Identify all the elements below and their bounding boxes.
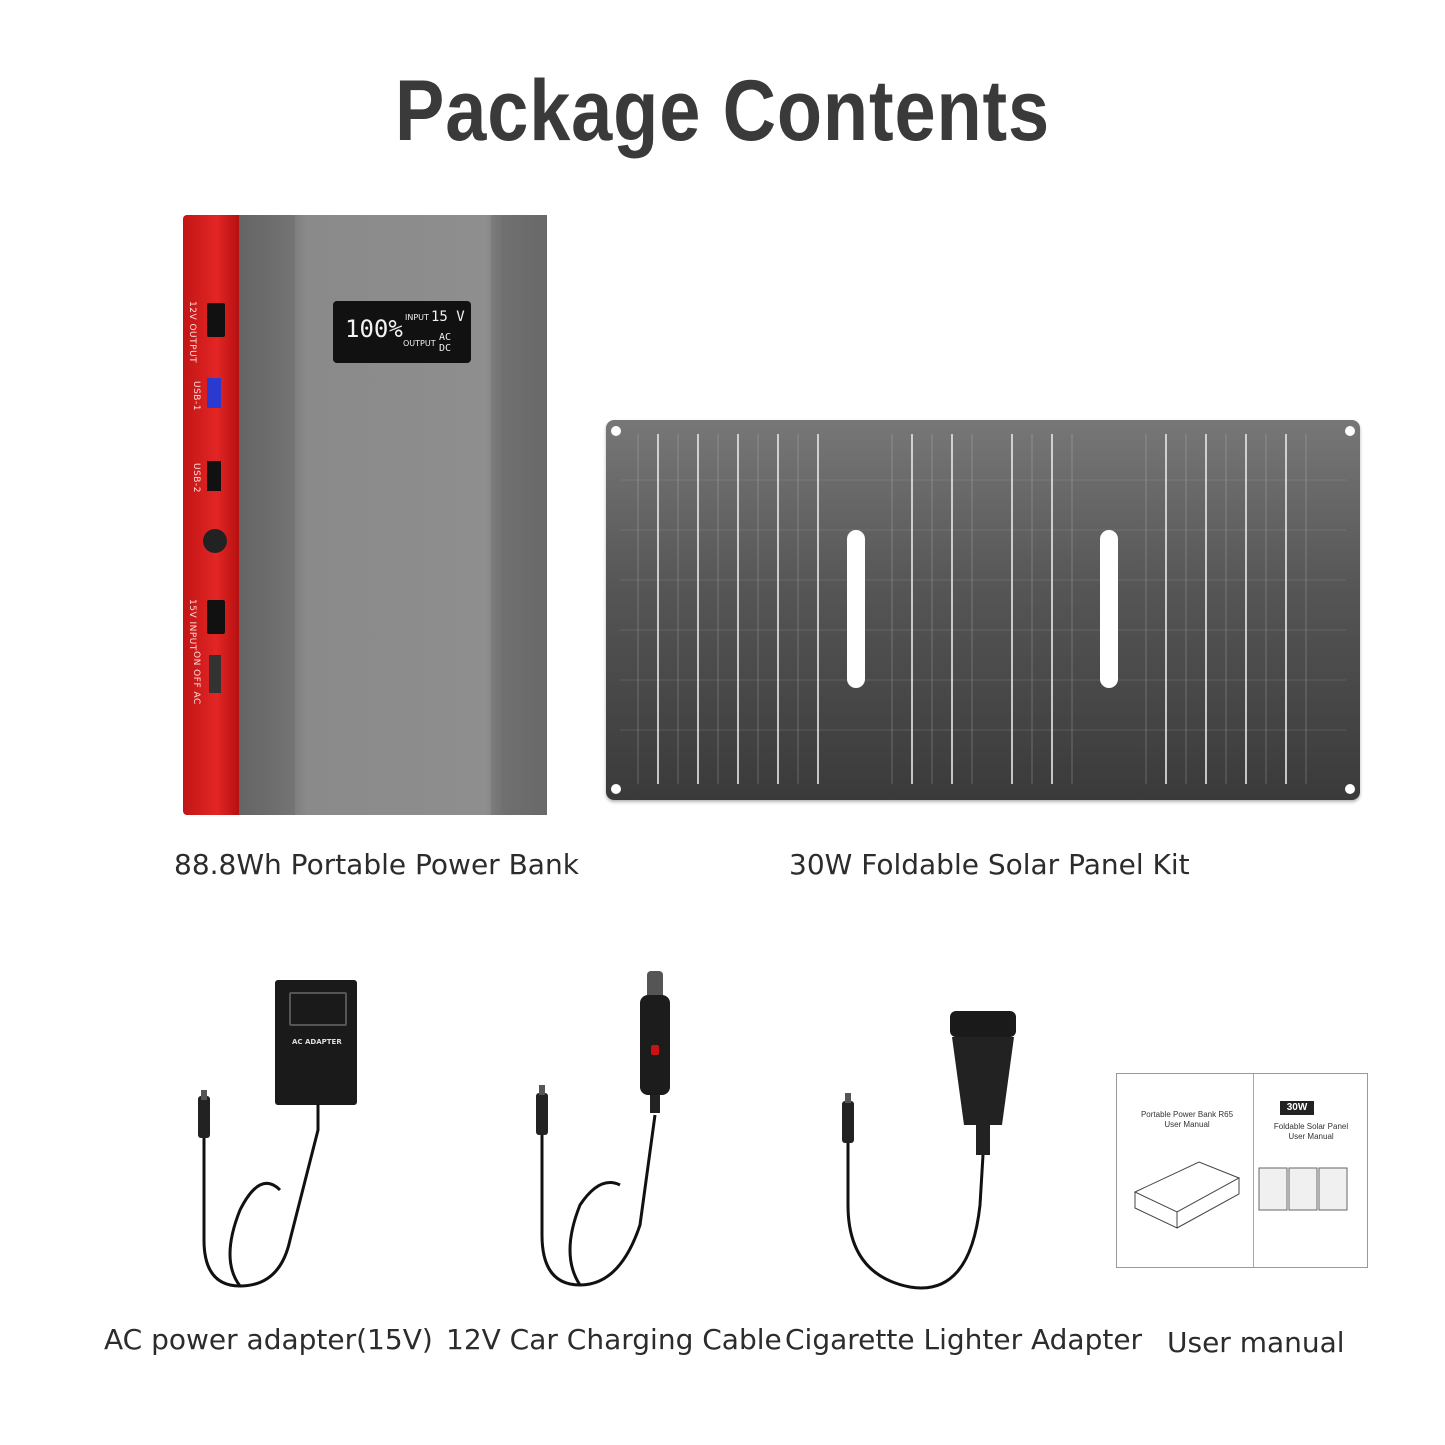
input-voltage: 15 V [431,309,465,325]
output-label: OUTPUT [403,339,436,348]
manual-solar-sketch [1257,1166,1353,1212]
grommet-hole [611,784,621,794]
ac-adapter-image [275,980,357,1105]
output-dc: DC [439,343,452,354]
car-charging-cable-image [520,965,700,1295]
power-bank-side-panel [183,215,239,815]
cigarette-lighter-adapter-image [830,1005,1030,1305]
lcd-display [333,301,471,363]
dc-input-port [207,600,225,634]
manual-fold [1253,1074,1254,1267]
usb2-port [207,461,221,491]
usb1-port [207,378,221,408]
page-title: Package Contents [395,63,1050,159]
item-caption: 12V Car Charging Cable [446,1323,782,1356]
output-ac: AC [439,332,452,343]
manual-left-subtitle: User Manual [1164,1120,1210,1129]
item-caption: Cigarette Lighter Adapter [785,1323,1143,1356]
battery-percent: 100% [345,315,403,343]
item-caption: User manual [1167,1326,1345,1359]
port-label: ON OFF AC [191,651,201,705]
port-label: USB-1 [191,381,201,411]
manual-right-subtitle: User Manual [1288,1132,1334,1141]
item-caption: 88.8Wh Portable Power Bank [174,848,579,881]
solar-panel-image [606,420,1360,800]
port-label: USB-2 [191,463,201,493]
manual-badge: 30W [1280,1101,1314,1115]
grommet-hole [1345,784,1355,794]
handle-slot [1100,530,1118,688]
power-bank-image [183,215,547,815]
user-manual-image [1116,1073,1368,1268]
item-caption: 30W Foldable Solar Panel Kit [789,848,1190,881]
ac-adapter-label: AC ADAPTER [292,1038,342,1046]
grommet-hole [1345,426,1355,436]
power-button [203,529,227,553]
input-label: INPUT [405,313,429,322]
grommet-hole [611,426,621,436]
ac-switch [209,655,221,693]
port-label: 15V INPUT [187,599,197,651]
item-caption: AC power adapter(15V) [104,1323,433,1356]
dc-output-port [207,303,225,337]
manual-left-title: Portable Power Bank R65 [1140,1110,1234,1119]
plug-prongs [289,992,347,1026]
manual-right-title: Foldable Solar Panel [1273,1122,1349,1131]
ac-adapter-cable [180,1090,380,1290]
manual-power-bank-sketch [1129,1152,1249,1232]
solar-cells [606,420,1360,800]
power-bank-body [239,215,547,815]
handle-slot [847,530,865,688]
port-label: 12V OUTPUT [187,301,197,364]
